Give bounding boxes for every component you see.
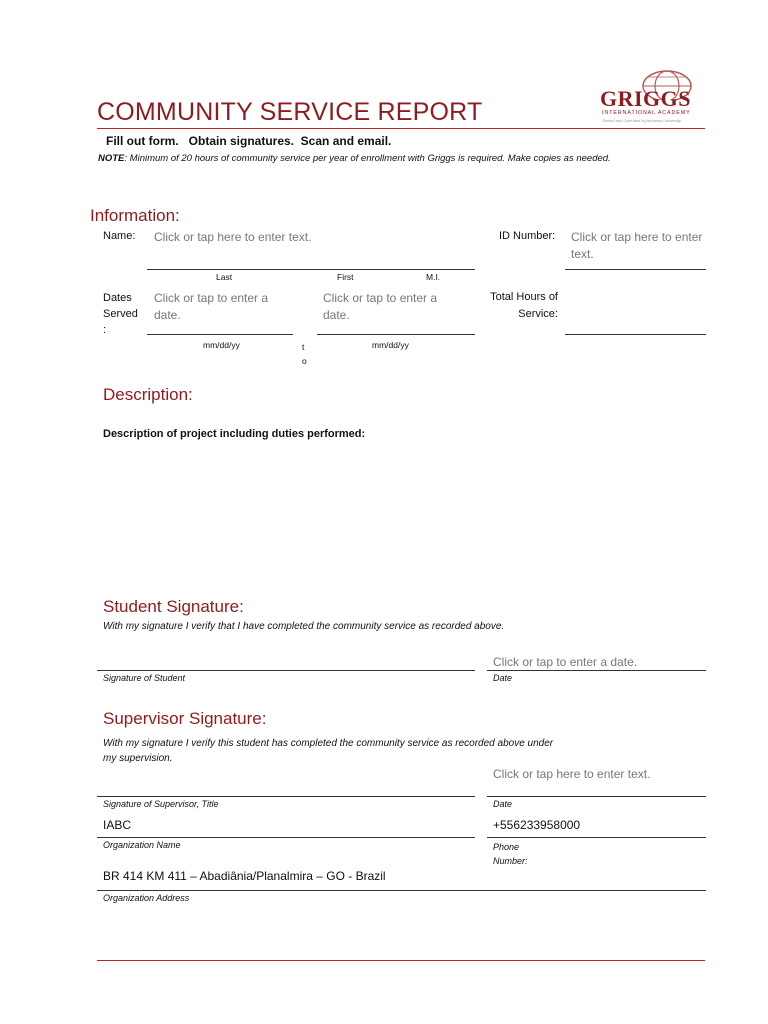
student-signature-line bbox=[97, 670, 475, 671]
description-heading: Description: bbox=[103, 385, 193, 404]
supervisor-signature-line bbox=[97, 796, 475, 797]
note-label: NOTE bbox=[98, 153, 125, 164]
phone-field[interactable]: +556233958000 bbox=[493, 818, 581, 832]
student-signature-heading: Student Signature: bbox=[103, 597, 244, 616]
name-label: Name: bbox=[103, 230, 136, 242]
student-date-field[interactable]: Click or tap to enter a date. bbox=[493, 655, 638, 669]
supervisor-date-line bbox=[487, 796, 706, 797]
note bbox=[98, 153, 611, 164]
start-date-underline bbox=[147, 334, 293, 335]
description-prompt: Description of project including duties performed: bbox=[103, 428, 366, 440]
mi-caption: M.I. bbox=[426, 272, 441, 282]
student-statement: With my signature I verify that I have completed the community service as recorded above. bbox=[103, 621, 505, 632]
logo-tagline: Owned and Operated by Andrews University bbox=[602, 118, 681, 123]
organization-address-field[interactable]: BR 414 KM 411 – Abadiânia/Planalmira – GO - Brazil bbox=[103, 869, 386, 883]
organization-name-line bbox=[97, 837, 475, 838]
description-field[interactable] bbox=[103, 448, 705, 578]
griggs-logo bbox=[592, 58, 704, 134]
name-field[interactable]: Click or tap here to enter text. bbox=[154, 230, 312, 244]
logo-word: GRIGGS bbox=[600, 86, 692, 111]
supervisor-statement: With my signature I verify this student has completed the community service as recorded above under my supervision. bbox=[103, 738, 554, 764]
start-date-format: mm/dd/yy bbox=[203, 340, 240, 350]
end-date-underline bbox=[317, 334, 475, 335]
organization-name-caption: Organization Name bbox=[103, 840, 181, 850]
to-label: t o bbox=[302, 342, 307, 366]
supervisor-date-caption: Date bbox=[493, 799, 513, 809]
organization-address-caption: Organization Address bbox=[103, 893, 190, 903]
title-divider bbox=[97, 128, 705, 129]
page-title: COMMUNITY SERVICE REPORT bbox=[97, 98, 483, 126]
total-hours-field[interactable] bbox=[565, 334, 706, 335]
instructions: Fill out form. Obtain signatures. Scan and email. bbox=[106, 134, 392, 148]
end-date-field[interactable]: Click or tap to enter a date. bbox=[323, 291, 438, 322]
student-date-caption: Date bbox=[493, 673, 513, 683]
phone-caption: Phone Number: bbox=[493, 842, 528, 866]
organization-address-line bbox=[97, 890, 706, 891]
id-field[interactable]: Click or tap here to enter text. bbox=[571, 230, 703, 261]
id-label: ID Number: bbox=[499, 230, 556, 242]
footer-divider bbox=[97, 960, 705, 961]
total-hours-label: Total Hours of Service: bbox=[490, 291, 558, 320]
id-underline bbox=[565, 269, 706, 270]
last-caption: Last bbox=[216, 272, 233, 282]
supervisor-signature-caption: Signature of Supervisor, Title bbox=[103, 799, 219, 809]
start-date-field[interactable]: Click or tap to enter a date. bbox=[154, 291, 269, 322]
information-heading: Information: bbox=[90, 206, 180, 225]
student-date-line bbox=[487, 670, 706, 671]
supervisor-date-field[interactable]: Click or tap here to enter text. bbox=[493, 767, 651, 781]
dates-label: Dates Served : bbox=[103, 292, 138, 336]
phone-line bbox=[487, 837, 706, 838]
student-signature-field[interactable] bbox=[97, 640, 475, 670]
first-caption: First bbox=[337, 272, 354, 282]
name-underline bbox=[147, 269, 475, 270]
organization-name-field[interactable]: IABC bbox=[103, 818, 132, 832]
end-date-format: mm/dd/yy bbox=[372, 340, 409, 350]
supervisor-signature-field[interactable] bbox=[97, 768, 475, 796]
logo-subtitle: INTERNATIONAL ACADEMY bbox=[602, 110, 691, 116]
student-signature-caption: Signature of Student bbox=[103, 673, 186, 683]
note-text: : Minimum of 20 hours of community service per year of enrollment with Griggs is required. Make copies as needed. bbox=[124, 153, 611, 164]
supervisor-signature-heading: Supervisor Signature: bbox=[103, 709, 267, 728]
